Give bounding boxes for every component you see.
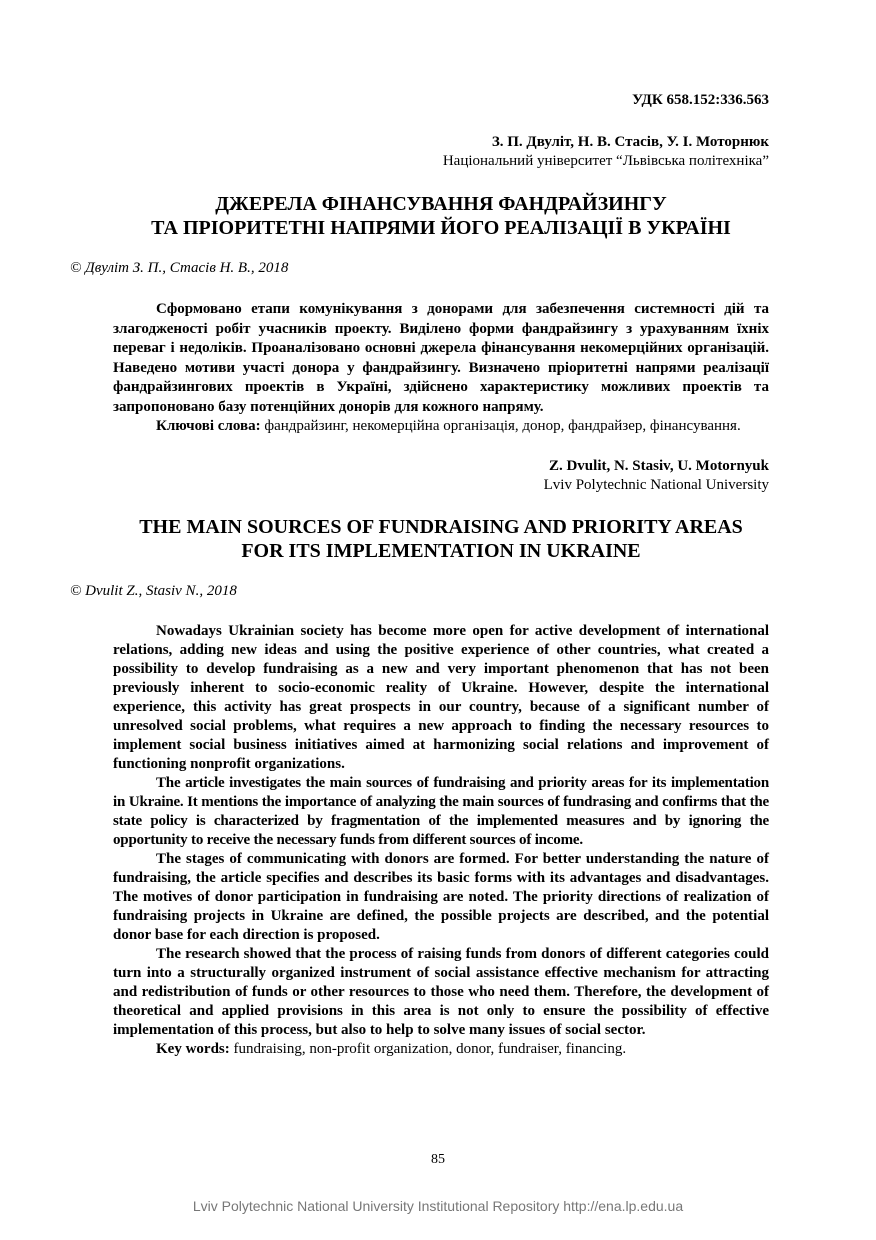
keywords-uk-text: фандрайзинг, некомерційна організація, донор, фандрайзер, фінансування. xyxy=(264,418,741,434)
abstract-en-p1: Nowadays Ukrainian society has become more open for active development of international relations, adding new ideas and using the positive experience of other countries, what created a possibility to develop fundraising as a new and very important phenomenon that has not been previously inherent to socio-economic reality of Ukraine. However, despite the international experience, this activity has great prospects in our country, because of a significant number of unresolved social problems, what requires a new approach to finding the necessary resources to implement social business initiatives aimed at harmonizing social relations and improvement of functioning nonprofit organizations. xyxy=(113,623,769,772)
authors-block-uk xyxy=(443,133,769,171)
title-en-line2: FOR ITS IMPLEMENTATION IN UKRAINE xyxy=(241,540,641,562)
title-uk xyxy=(113,192,769,240)
authors-en: Z. Dvulit, N. Stasiv, U. Motornyuk xyxy=(548,458,769,474)
page-number: 85 xyxy=(431,1152,445,1167)
copyright-uk: © Двуліт З. П., Стасів Н. В., 2018 xyxy=(70,260,289,276)
keywords-uk-label: Ключові слова: xyxy=(156,418,261,434)
keywords-en-label: Key words: xyxy=(156,1041,230,1057)
affiliation-uk: Національний університет “Львівська політехніка” xyxy=(442,153,769,169)
udk-code: УДК 658.152:336.563 xyxy=(632,92,769,108)
keywords-en-text: fundraising, non-profit organization, donor, fundraiser, financing. xyxy=(233,1041,627,1057)
title-uk-line1: ДЖЕРЕЛА ФІНАНСУВАННЯ ФАНДРАЙЗИНГУ xyxy=(215,193,667,215)
title-en-line1: THE MAIN SOURCES OF FUNDRAISING AND PRIORITY AREAS xyxy=(139,516,743,538)
keywords-en xyxy=(113,1040,769,1059)
abstract-uk-text: Сформовано етапи комунікування з донорами для забезпечення системності дій та злагодженості робіт учасників проекту. Виділено форми фандрайзингу з урахуванням їхніх переваг і недоліків. Проаналізовано основні джерела фінансування некомерційних організацій. Наведено мотиви участі донора у фандрайзингу. Визначено пріоритетні напрями реалізації фандрайзингових проектів в Україні, здійснено характеристику можливих проектів та запропоновано базу потенційних донорів для кожного напряму. xyxy=(113,301,769,415)
abstract-en-p3: The stages of communicating with donors are formed. For better understanding the nature of fundraising, the article specifies and describes its basic forms with its advantages and disadvantages. The motives of donor participation in fundraising are noted. The priority directions of realization of fundraising projects in Ukraine are defined, the possible projects are described, and the potential donor base for each direction is proposed. xyxy=(113,851,769,943)
copyright-en: © Dvulit Z., Stasiv N., 2018 xyxy=(70,583,237,599)
repository-footer: Lviv Polytechnic National University Institutional Repository http://ena.lp.edu.ua xyxy=(192,1198,684,1214)
abstract-en-p4: The research showed that the process of raising funds from donors of different categories could turn into a structurally organized instrument of social assistance effective mechanism for attracting and redistribution of funds or other resources to those who need them. Therefore, the development of theoretical and applied provisions in this area is not only to ensure the possibility of effective implementation of this process, but also to help to solve many issues of social sector. xyxy=(113,946,769,1038)
authors-uk: З. П. Двуліт, Н. В. Стасів, У. І. Моторнюк xyxy=(491,134,769,150)
abstract-uk xyxy=(113,300,769,437)
title-en xyxy=(113,515,769,563)
authors-block-en xyxy=(544,457,769,495)
affiliation-en: Lviv Polytechnic National University xyxy=(543,477,769,493)
abstract-en-p2: The article investigates the main sources of fundraising and priority areas for its implementation in Ukraine. It mentions the importance of analyzing the main sources of fundrasing and confirms that the state policy is characterized by fragmentation of the implemented measures and by ignoring the opportunity to receive the necessary funds from different sources of income. xyxy=(113,775,769,848)
keywords-uk xyxy=(113,417,769,437)
abstract-en xyxy=(113,622,769,1059)
title-uk-line2: ТА ПРІОРИТЕТНІ НАПРЯМИ ЙОГО РЕАЛІЗАЦІЇ В УКРАЇНІ xyxy=(151,217,731,239)
